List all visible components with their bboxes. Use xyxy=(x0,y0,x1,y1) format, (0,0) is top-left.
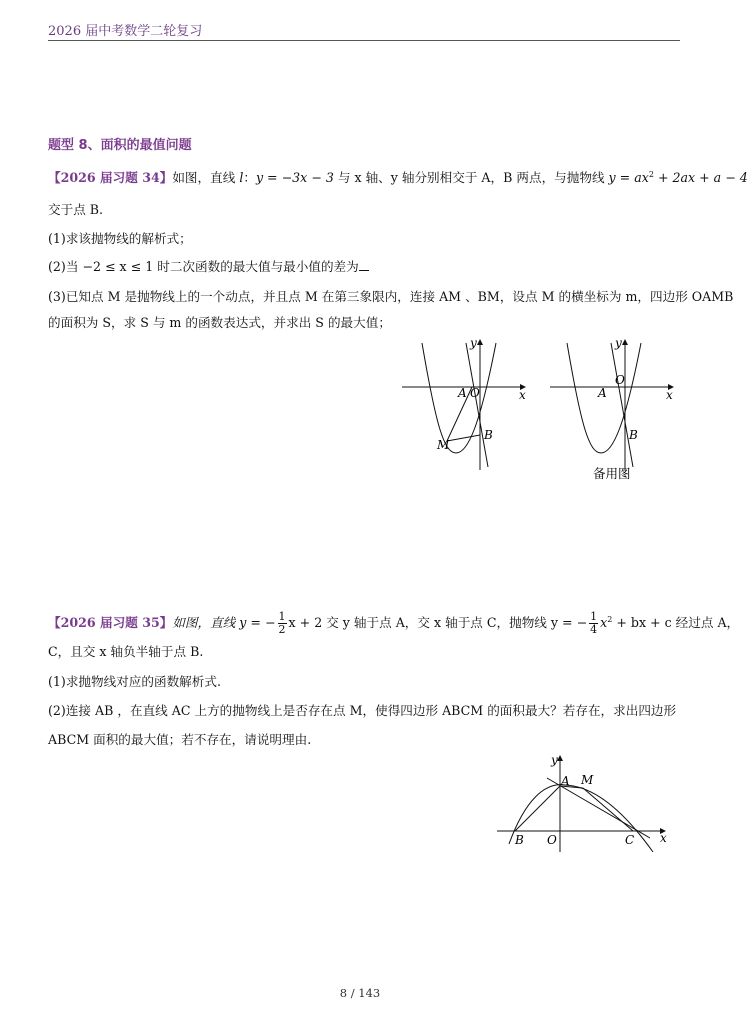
fig3-segment-mc xyxy=(583,788,633,831)
q34-eq-parabola-a: y = ax xyxy=(608,170,649,186)
fig2-label-a: A xyxy=(598,386,607,400)
fig2-label-b: B xyxy=(629,428,638,442)
q34-part2-text: (2)当 −2 ≤ x ≤ 1 时二次函数的最大值与最小值的差为 xyxy=(48,259,359,274)
fig1-label-a: A xyxy=(458,386,467,400)
fig2-label-y: y xyxy=(615,336,622,350)
fig2-caption: 备用图 xyxy=(593,466,631,481)
q34-eq-parabola-b: + 2ax + a − 4 xyxy=(653,170,748,186)
page-number: 8 / 143 xyxy=(339,986,381,1000)
q34-line-name: l xyxy=(239,170,244,186)
fig2-line-l xyxy=(611,343,633,467)
q34-tag: 【2026 届习题 34】 xyxy=(48,170,173,186)
q34-part2 xyxy=(48,258,369,276)
fig3-segment-ab xyxy=(515,786,560,831)
q34-figure-2 xyxy=(545,335,680,481)
q34-part3-line2: 的面积为 S，求 S 与 m 的函数表达式，并求出 S 的最大值； xyxy=(48,315,391,330)
page-header xyxy=(48,20,680,41)
q34-text-c: 与 x 轴、y 轴分别相交于 A，B 两点，与抛物线 xyxy=(333,170,609,186)
fig3-label-a: A xyxy=(561,774,570,788)
q34-figure-1 xyxy=(400,335,540,475)
q35-text-c-sup: 2 xyxy=(607,615,613,624)
q34-line2: 交于点 B. xyxy=(48,202,104,217)
fig3-label-x: x xyxy=(660,831,667,845)
q35-frac-half xyxy=(278,611,287,636)
fig3-label-o: O xyxy=(547,833,557,847)
q35-line2: C，且交 x 轴负半轴于点 B. xyxy=(48,644,204,659)
fig3-label-y: y xyxy=(551,753,558,767)
q35-frac-quarter xyxy=(589,611,598,636)
q34-part3-line1: (3)已知点 M 是抛物线上的一个动点，并且点 M 在第三象限内，连接 AM 、BM，设点 M 的横坐标为 m，四边形 OAMB xyxy=(48,289,734,304)
fig2-label-x: x xyxy=(666,388,673,402)
fig1-label-x: x xyxy=(519,388,526,402)
q35-frac2-den: 4 xyxy=(590,623,598,637)
q35-text-b: x + 2 交 y 轴于点 A，交 x 轴于点 C，抛物线 y = − xyxy=(288,615,588,631)
q35-intro xyxy=(48,607,739,636)
fig1-label-o: O xyxy=(470,386,480,400)
q35-text-c-a: x xyxy=(600,615,608,631)
q35-frac1-num: 1 xyxy=(278,610,286,624)
q35-frac2-num: 1 xyxy=(590,610,598,624)
q35-frac1-den: 2 xyxy=(278,623,286,637)
fig1-label-m: M xyxy=(437,438,450,452)
header-title: 2026 届中考数学二轮复习 xyxy=(48,24,203,39)
fig1-label-b: B xyxy=(484,428,493,442)
fig3-label-m: M xyxy=(581,773,594,787)
section-title: 题型 8、面积的最值问题 xyxy=(48,138,192,153)
q34-text-a: 如图，直线 xyxy=(172,170,240,186)
q35-text-c-b: + bx + c 经过点 A， xyxy=(612,615,740,631)
q35-tag: 【2026 届习题 35】 xyxy=(48,615,173,631)
q34-text-b: ： xyxy=(243,170,256,186)
fig3-label-c: C xyxy=(625,833,635,847)
fig2-label-o: O xyxy=(615,373,625,387)
fig3-label-b: B xyxy=(515,833,524,847)
q34-eq-line: y = −3x − 3 xyxy=(255,170,334,186)
q35-part1: (1)求抛物线对应的函数解析式. xyxy=(48,674,221,689)
fig1-label-y: y xyxy=(470,336,477,350)
q35-part2-line1: (2)连接 AB ，在直线 AC 上方的抛物线上是否存在点 M，使得四边形 ABCM 的面积最大？若存在，求出四边形 xyxy=(48,703,677,718)
fig1-segment-bm xyxy=(447,435,480,441)
q35-figure xyxy=(495,752,675,857)
q34-eq-parabola-sup: 2 xyxy=(648,170,654,179)
q35-text-a: 如图，直线 y = − xyxy=(172,615,276,631)
fig1-line-l xyxy=(466,343,488,467)
q34-answer-blank xyxy=(359,258,369,271)
q34-intro xyxy=(48,166,748,187)
q34-part1: (1)求该抛物线的解析式； xyxy=(48,231,192,246)
q35-part2-line2: ABCM 面积的最大值；若不存在，请说明理由. xyxy=(48,732,312,747)
